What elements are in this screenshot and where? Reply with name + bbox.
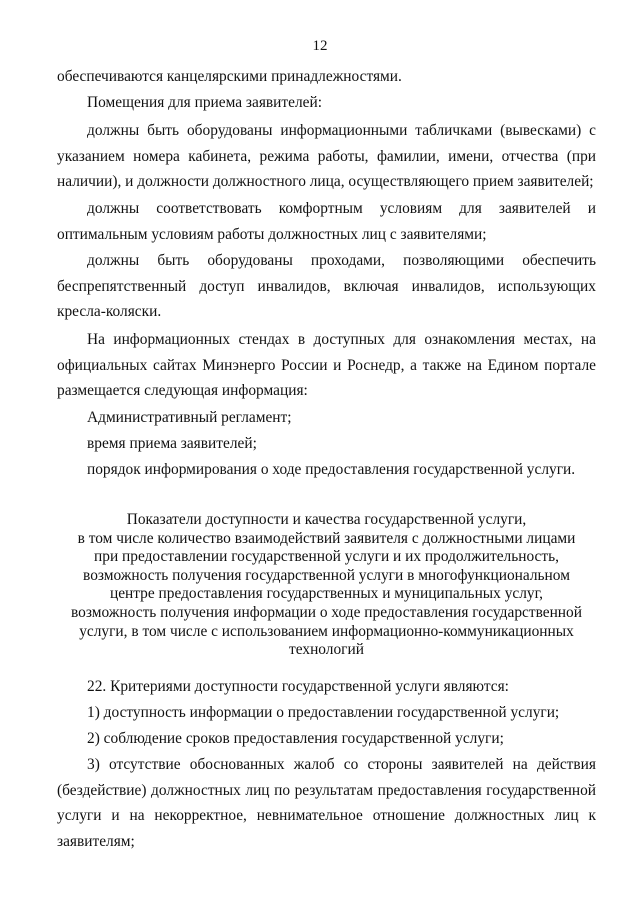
paragraph-premises-signs: должны быть оборудованы информационными табличками (вывесками) с указанием номера кабинета, режима работы, фамилии, имени, отчества (при наличии), и должности должностного лица, осуществляющего прием заявителей; [57, 122, 596, 191]
list-item-criterion-3: 3) отсутствие обоснованных жалоб со стороны заявителей на действия (бездействие) должностных лиц по результатам предоставления государственной услуги и на некорректное, невнимательное отношение должностных лиц к заявителям; [57, 756, 596, 850]
paragraph-info-stands: На информационных стендах в доступных для ознакомления местах, на официальных сайтах Минэнерго России и Роснедр, а также на Едином портале размещается следующая информация: [57, 331, 596, 400]
paragraph-criteria-title: 22. Критериями доступности государственной услуги являются: [87, 678, 509, 695]
heading-line: возможность получения государственной услуги в многофункциональном [83, 566, 570, 584]
heading-line: центре предоставления государственных и муниципальных услуг, [109, 585, 544, 603]
paragraph-premises-access: должны быть оборудованы проходами, позволяющими обеспечить беспрепятственный доступ инвалидов, включая инвалидов, использующих кресла-коляски. [57, 252, 596, 321]
list-item-reception-time: время приема заявителей; [87, 435, 257, 452]
list-item-criterion-1: 1) доступность информации о предоставлении государственной услуги; [87, 704, 560, 721]
section-heading [57, 511, 596, 660]
paragraph-premises-comfort: должны соответствовать комфортным условиям для заявителей и оптимальным условиям работы должностных лиц с заявителями; [57, 200, 596, 243]
heading-line: услуги, в том числе с использованием информационно-коммуникационных [79, 622, 574, 640]
paragraph-continuation: обеспечиваются канцелярскими принадлежностями. [57, 68, 402, 85]
list-item-info-order: порядок информирования о ходе предоставления государственной услуги. [87, 461, 576, 478]
heading-line: в том числе количество взаимодействий заявителя с должностными лицами [77, 529, 576, 547]
list-item-criterion-2: 2) соблюдение сроков предоставления государственной услуги; [87, 730, 504, 747]
page-number: 12 [312, 38, 328, 54]
heading-line: при предоставлении государственной услуги и их продолжительность, [94, 548, 559, 566]
heading-line: возможность получения информации о ходе предоставления государственной [71, 603, 582, 621]
paragraph-premises-intro: Помещения для приема заявителей: [87, 94, 322, 111]
list-item-regulation: Административный регламент; [87, 409, 292, 426]
heading-line: технологий [289, 641, 364, 659]
heading-line: Показатели доступности и качества государственной услуги, [126, 511, 527, 528]
